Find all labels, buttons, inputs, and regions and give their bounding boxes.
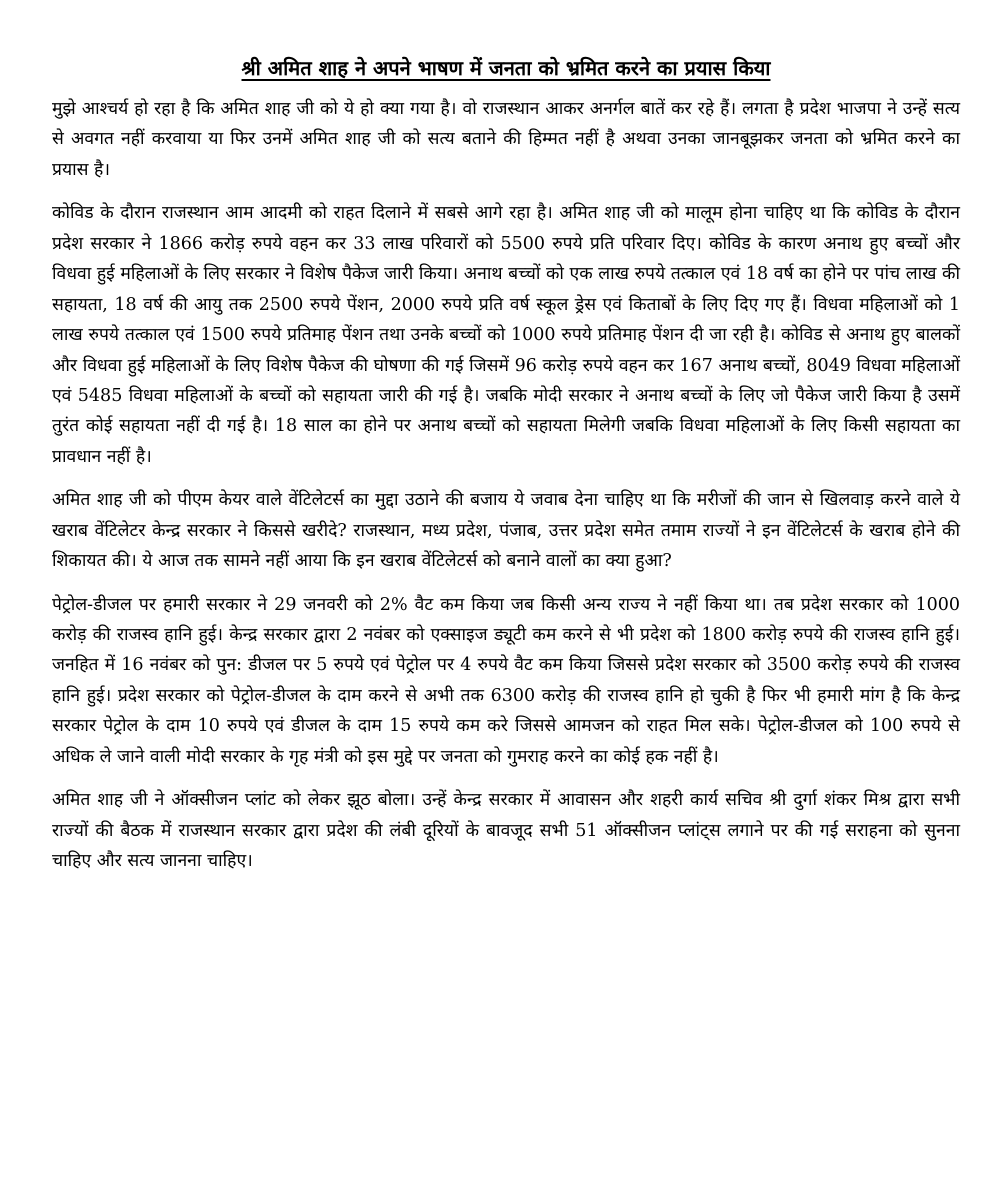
document-title: श्री अमित शाह ने अपने भाषण में जनता को भ्रमित करने का प्रयास किया bbox=[241, 56, 771, 80]
paragraph-covid-relief: कोविड के दौरान राजस्थान आम आदमी को राहत दिलाने में सबसे आगे रहा है। अमित शाह जी को मालूम होना चाहिए था कि कोविड के दौरान प्रदेश सरकार ने 1866 करोड़ रुपये वहन कर 33 लाख परिवारों को 5500 रुपये प्रति परिवार दिए। कोविड के कारण अनाथ हुए बच्चों और विधवा हुई महिलाओं के लिए सरकार ने विशेष पैकेज जारी किया। अनाथ बच्चों को एक लाख रुपये तत्काल एवं 18 वर्ष का होने पर पांच लाख की सहायता, 18 वर्ष की आयु तक 2500 रुपये पेंशन, 2000 रुपये प्रति वर्ष स्कूल ड्रेस एवं किताबों के लिए दिए गए हैं। विधवा महिलाओं को 1 लाख रुपये तत्काल एवं 1500 रुपये प्रतिमाह पेंशन तथा उनके बच्चों को 1000 रुपये प्रतिमाह पेंशन दी जा रही है। कोविड से अनाथ हुए बालकों और विधवा हुई महिलाओं के लिए विशेष पैकेज की घोषणा की गई जिसमें 96 करोड़ रुपये वहन कर 167 अनाथ बच्चों, 8049 विधवा महिलाओं एवं 5485 विधवा महिलाओं के बच्चों को सहायता जारी की गई है। जबकि मोदी सरकार ने अनाथ बच्चों के लिए जो पैकेज जारी किया है उसमें तुरंत कोई सहायता नहीं दी गई है। 18 साल का होने पर अनाथ बच्चों को सहायता मिलेगी जबकि विधवा महिलाओं के लिए किसी सहायता का प्रावधान नहीं है। bbox=[52, 203, 960, 467]
paragraph-intro: मुझे आश्चर्य हो रहा है कि अमित शाह जी को ये हो क्या गया है। वो राजस्थान आकर अनर्गल बातें कर रहे हैं। लगता है प्रदेश भाजपा ने उन्हें सत्य से अवगत नहीं करवाया या फिर उनमें अमित शाह जी को सत्य बताने की हिम्मत नहीं है अथवा उनका जानबूझकर जनता को भ्रमित करने का प्रयास है। bbox=[52, 99, 960, 180]
paragraph-fuel-vat: पेट्रोल-डीजल पर हमारी सरकार ने 29 जनवरी को 2% वैट कम किया जब किसी अन्य राज्य ने नहीं किया था। तब प्रदेश सरकार को 1000 करोड़ की राजस्व हानि हुई। केन्द्र सरकार द्वारा 2 नवंबर को एक्साइज ड्यूटी कम करने से भी प्रदेश को 1800 करोड़ रुपये की राजस्व हानि हुई। जनहित में 16 नवंबर को पुन: डीजल पर 5 रुपये एवं पेट्रोल पर 4 रुपये वैट कम किया जिससे प्रदेश सरकार को 3500 करोड़ रुपये की राजस्व हानि हुई। प्रदेश सरकार को पेट्रोल-डीजल के दाम करने से अभी तक 6300 करोड़ की राजस्व हानि हो चुकी है फिर भी हमारी मांग है कि केन्द्र सरकार पेट्रोल के दाम 10 रुपये एवं डीजल के दाम 15 रुपये कम करे जिससे आमजन को राहत मिल सके। पेट्रोल-डीजल को 100 रुपये से अधिक ले जाने वाली मोदी सरकार के गृह मंत्री को इस मुद्दे पर जनता को गुमराह करने का कोई हक नहीं है। bbox=[52, 594, 960, 767]
paragraph-ventilators: अमित शाह जी को पीएम केयर वाले वेंटिलेटर्स का मुद्दा उठाने की बजाय ये जवाब देना चाहिए था कि मरीजों की जान से खिलवाड़ करने वाले ये खराब वेंटिलेटर केन्द्र सरकार ने किससे खरीदे? राजस्थान, मध्य प्रदेश, पंजाब, उत्तर प्रदेश समेत तमाम राज्यों ने इन वेंटिलेटर्स के खराब होने की शिकायत की। ये आज तक सामने नहीं आया कि इन खराब वेंटिलेटर्स को बनाने वालों का क्या हुआ? bbox=[52, 490, 960, 572]
paragraph-oxygen-plants: अमित शाह जी ने ऑक्सीजन प्लांट को लेकर झूठ बोला। उन्हें केन्द्र सरकार में आवासन और शहरी कार्य सचिव श्री दुर्गा शंकर मिश्र द्वारा सभी राज्यों की बैठक में राजस्थान सरकार द्वारा प्रदेश की लंबी दूरियों के बावजूद सभी 51 ऑक्सीजन प्लांट्स लगाने पर की गई सराहना को सुनना चाहिए और सत्य जानना चाहिए। bbox=[52, 790, 960, 872]
